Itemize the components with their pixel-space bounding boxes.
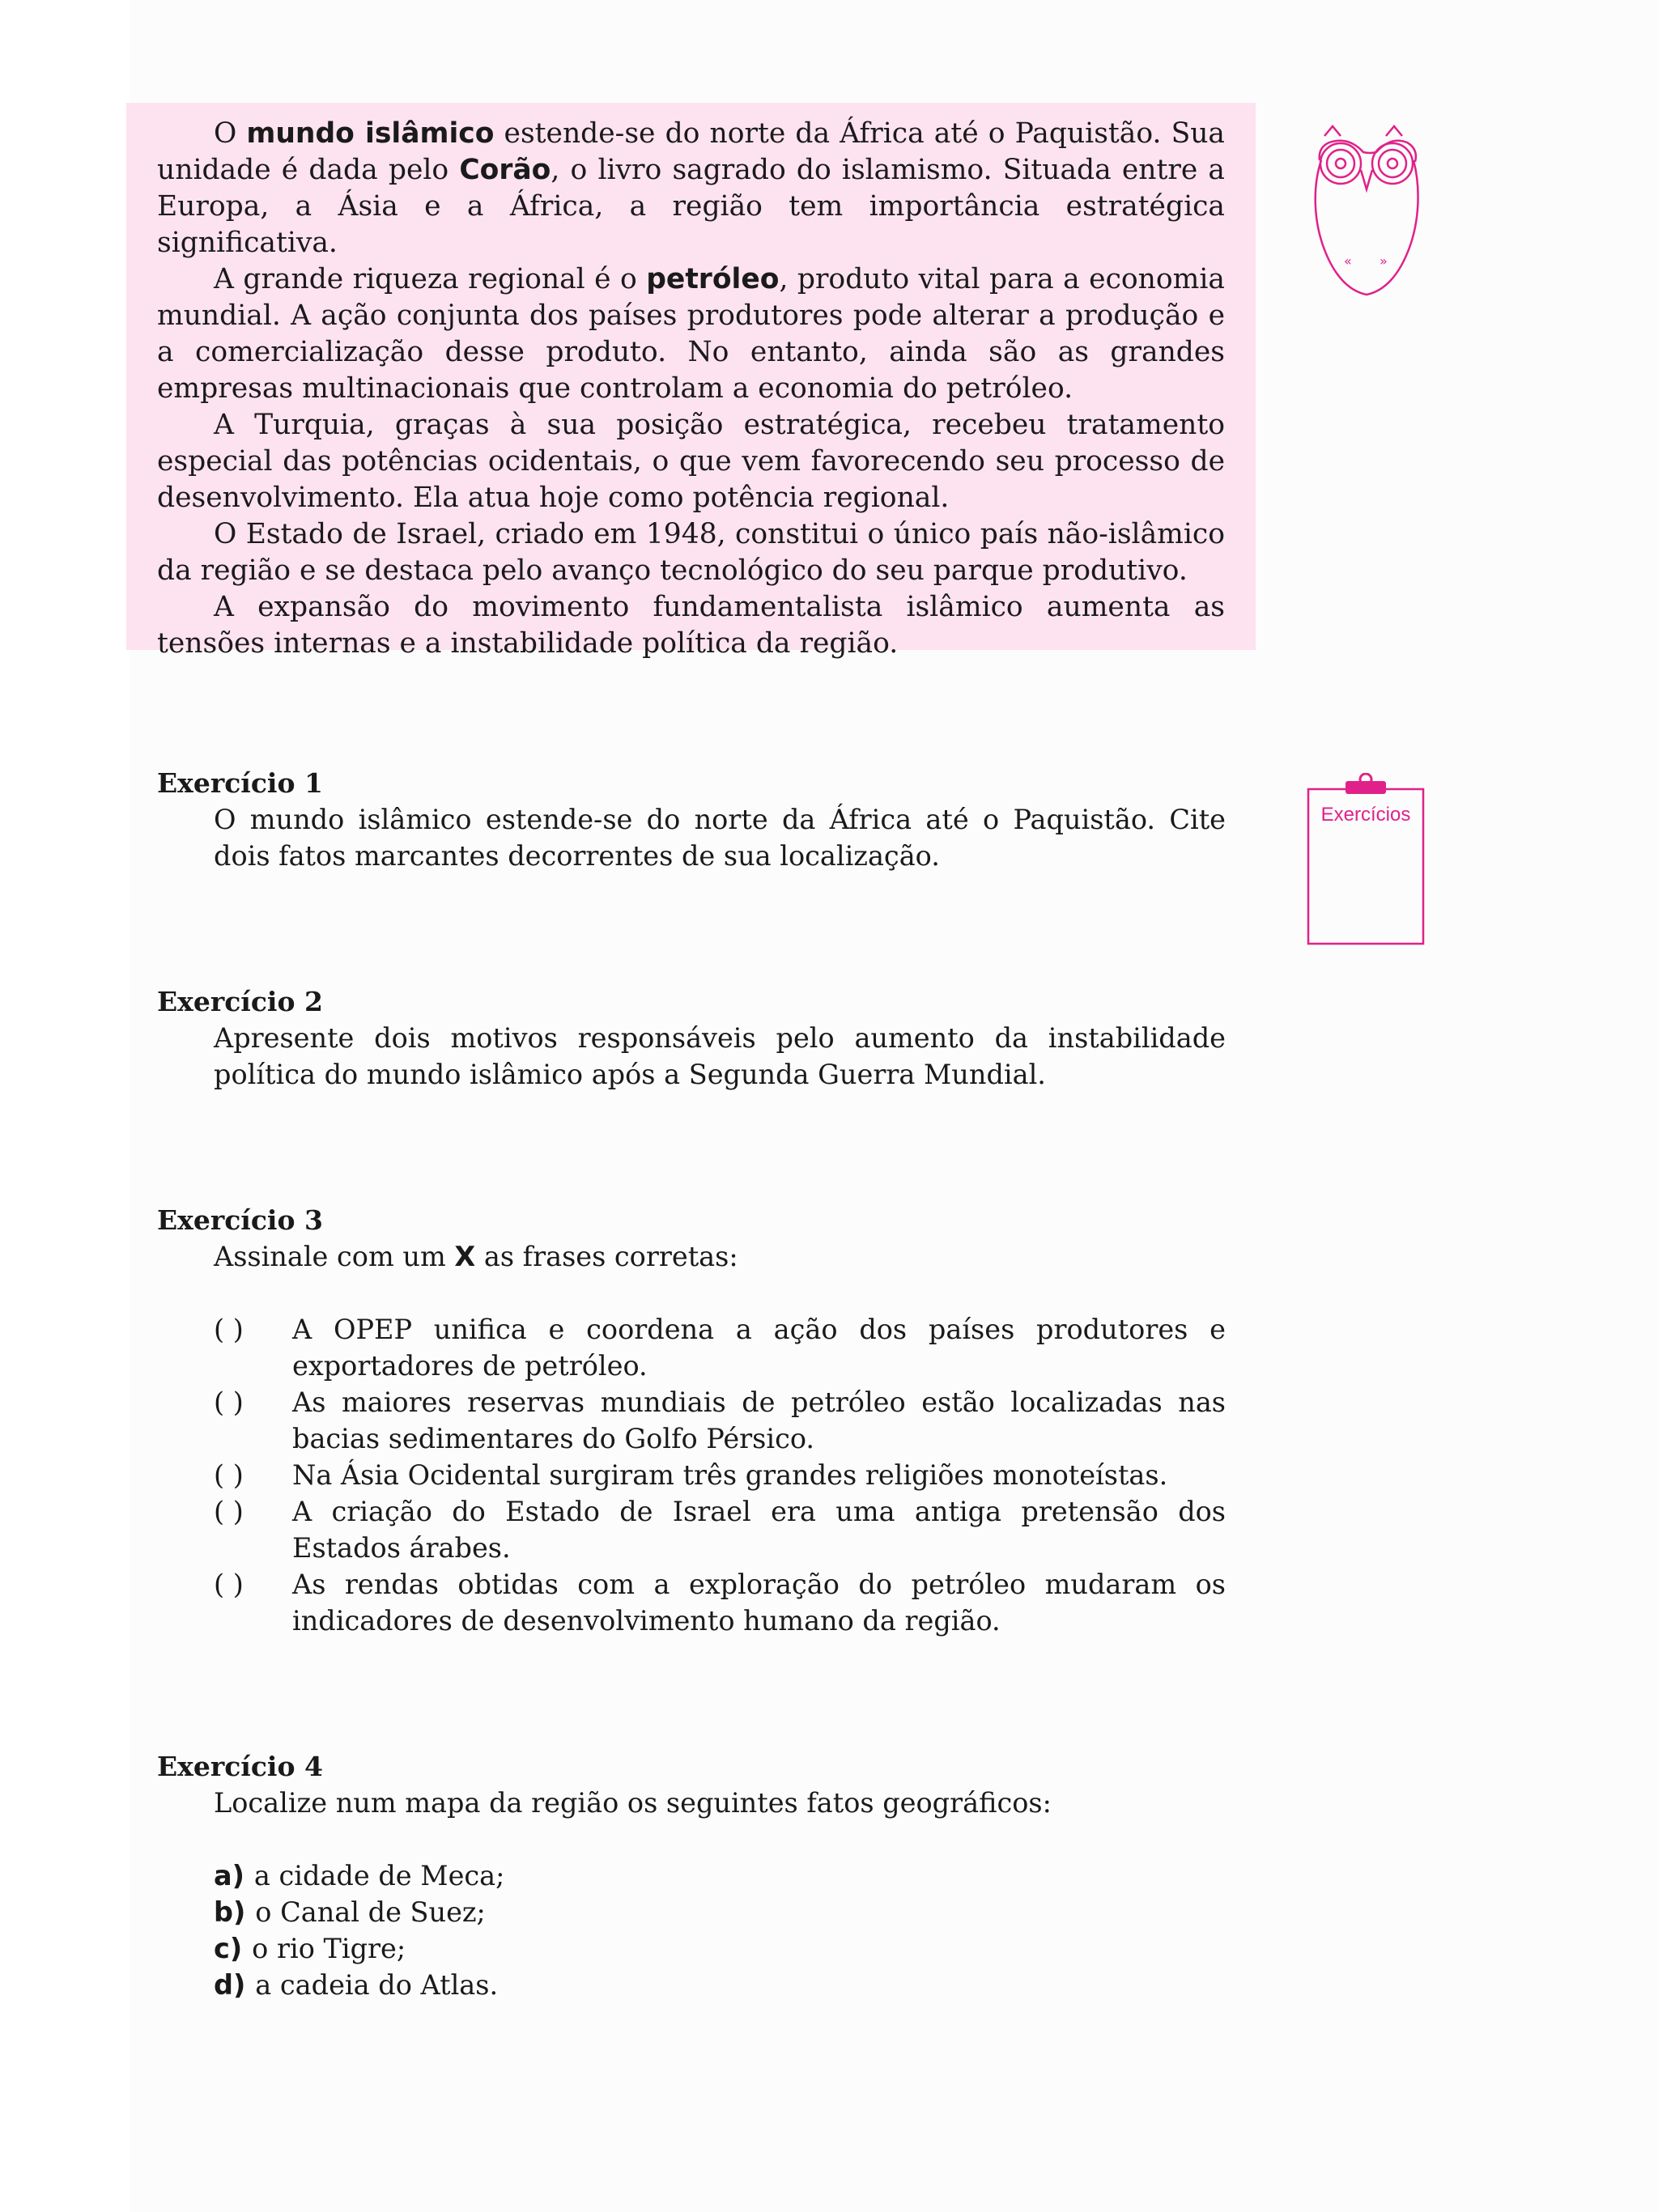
option-2 xyxy=(214,1384,1226,1457)
text-run: , o livro sagrado do islamismo. Situada entre a Europa, a Ásia e a África, a região tem importância estratégica significativa. xyxy=(157,154,1226,259)
item-label: a) xyxy=(214,1860,244,1891)
text-run: Assinale com um xyxy=(214,1241,455,1272)
exercise-question: Localize num mapa da região os seguintes fatos geográficos: xyxy=(214,1787,1052,1819)
option-3 xyxy=(214,1457,1226,1493)
bold-term: mundo islâmico xyxy=(246,117,495,150)
exercise-question xyxy=(214,1238,1226,1275)
exercise-4 xyxy=(157,1748,1226,2003)
answer-checkbox[interactable]: ( ) xyxy=(214,1569,244,1600)
svg-text:»: » xyxy=(1380,253,1388,269)
spacer xyxy=(157,1639,1226,1748)
summary-paragraph-2 xyxy=(157,261,1225,407)
summary-paragraph-1 xyxy=(157,116,1225,261)
clipboard-label: Exercícios xyxy=(1320,804,1411,826)
true-false-options xyxy=(214,1311,1226,1639)
summary-paragraph-5: A expansão do movimento fundamentalista islâmico aumenta as tensões internas e a instabilidade política da região. xyxy=(157,591,1225,660)
option-text: As rendas obtidas com a exploração do petróleo mudaram os indicadores de desenvolvimento humano da região. xyxy=(292,1569,1226,1637)
exercise-3 xyxy=(157,1202,1226,1639)
svg-text:«: « xyxy=(1344,253,1352,269)
exercise-title: Exercício 4 xyxy=(157,1751,323,1782)
summary-box xyxy=(126,103,1256,660)
bold-term: Corão xyxy=(459,154,551,186)
exercise-title: Exercício 1 xyxy=(157,767,323,799)
text-run: O xyxy=(214,117,247,150)
item-text: a cadeia do Atlas. xyxy=(255,1969,499,2001)
option-text: As maiores reservas mundiais de petróleo estão localizadas nas bacias sedimentares do Golfo Pérsico. xyxy=(292,1386,1226,1454)
text-run: A grande riqueza regional é o xyxy=(214,263,647,295)
exercise-list xyxy=(157,765,1226,2003)
list-item xyxy=(214,1857,1226,1894)
item-list xyxy=(214,1857,1226,2003)
bold-term: petróleo xyxy=(646,263,780,295)
clipboard-icon xyxy=(1305,773,1426,947)
owl-mascot-icon xyxy=(1302,112,1431,303)
answer-checkbox[interactable]: ( ) xyxy=(214,1386,244,1418)
item-text: o rio Tigre; xyxy=(252,1933,406,1964)
text-run: , produto vital para a economia mundial. A ação conjunta dos países produtores pode alterar a produção e a comercialização desse produto. No entanto, ainda são as grandes empresas multinacionais que controlam a economia do petróleo. xyxy=(157,263,1225,405)
spacer xyxy=(157,1093,1226,1202)
item-label: c) xyxy=(214,1933,243,1964)
summary-paragraph-3: A Turquia, graças à sua posição estratégica, recebeu tratamento especial das potências ocidentais, o que vem favorecendo seu processo de desenvolvimento. Ela atua hoje como potência regional. xyxy=(157,409,1225,514)
option-1 xyxy=(214,1311,1226,1384)
list-item xyxy=(214,1894,1226,1930)
bold-x-mark: X xyxy=(454,1241,476,1272)
item-text: a cidade de Meca; xyxy=(253,1860,505,1891)
spacer xyxy=(157,874,1226,983)
exercise-question: O mundo islâmico estende-se do norte da África até o Paquistão. Cite dois fatos marcantes decorrentes de sua localização. xyxy=(214,804,1226,872)
exercise-2 xyxy=(157,983,1226,1093)
answer-checkbox[interactable]: ( ) xyxy=(214,1496,244,1527)
item-label: b) xyxy=(214,1896,246,1928)
list-item xyxy=(214,1967,1226,2003)
text-run: estende-se do norte da África até o Paquistão. Sua unidade é dada pelo xyxy=(157,117,1226,186)
exercise-title: Exercício 2 xyxy=(157,986,323,1017)
text-run: as frases corretas: xyxy=(475,1241,738,1272)
exercise-question: Apresente dois motivos responsáveis pelo aumento da instabilidade política do mundo islâmico após a Segunda Guerra Mundial. xyxy=(214,1022,1226,1090)
item-label: d) xyxy=(214,1969,246,2001)
option-text: Na Ásia Ocidental surgiram três grandes religiões monoteístas. xyxy=(292,1459,1168,1491)
option-5 xyxy=(214,1566,1226,1639)
option-text: A criação do Estado de Israel era uma antiga pretensão dos Estados árabes. xyxy=(292,1496,1226,1564)
option-text: A OPEP unifica e coordena a ação dos países produtores e exportadores de petróleo. xyxy=(292,1314,1226,1382)
answer-checkbox[interactable]: ( ) xyxy=(214,1314,244,1345)
list-item xyxy=(214,1930,1226,1967)
option-4 xyxy=(214,1493,1226,1566)
summary-paragraph-4: O Estado de Israel, criado em 1948, constitui o único país não-islâmico da região e se destaca pelo avanço tecnológico do seu parque produtivo. xyxy=(157,518,1225,587)
exercise-1 xyxy=(157,765,1226,874)
answer-checkbox[interactable]: ( ) xyxy=(214,1459,244,1491)
item-text: o Canal de Suez; xyxy=(255,1896,486,1928)
exercise-title: Exercício 3 xyxy=(157,1204,323,1236)
